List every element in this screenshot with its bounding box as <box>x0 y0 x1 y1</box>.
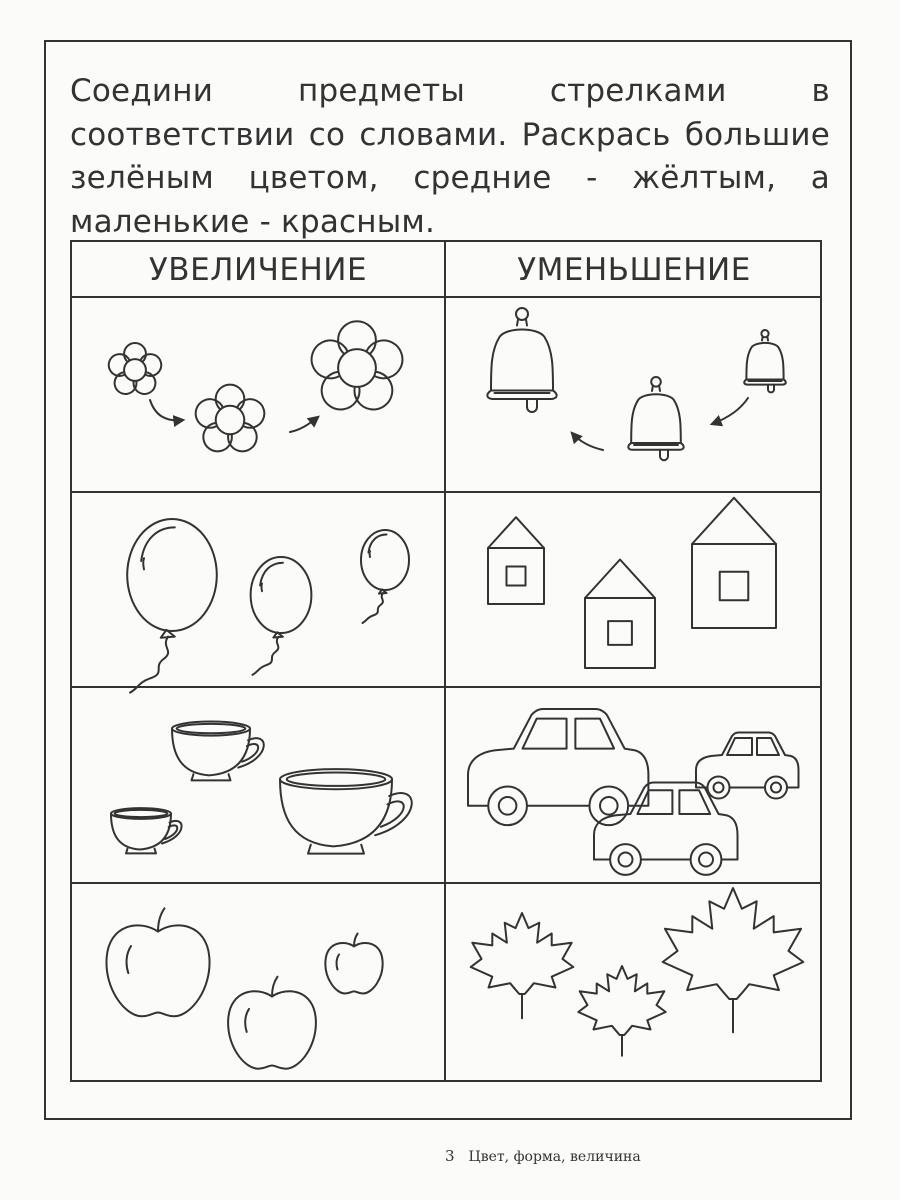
bells-icon <box>487 308 785 460</box>
cups-icon <box>111 722 412 854</box>
column-header-increase: УВЕЛИЧЕНИЕ <box>148 252 368 288</box>
column-header-decrease: УМЕНЬШЕНИЕ <box>517 252 751 288</box>
balloons-icon <box>127 519 409 693</box>
apples-icon <box>106 908 382 1068</box>
page-footer <box>445 1147 641 1165</box>
flowers-icon <box>106 321 407 457</box>
leaves-icon <box>471 888 804 1056</box>
cars-icon <box>468 709 799 875</box>
houses-icon <box>488 498 776 668</box>
section-title: Цвет, форма, величина <box>468 1149 641 1165</box>
task-instruction: Соедини предметы стрелками в соответствии со словами. Раскрась большие зелёным цветом, средние - жёлтым, а маленькие - красным. <box>70 73 830 240</box>
page-number: 3 <box>445 1147 455 1165</box>
